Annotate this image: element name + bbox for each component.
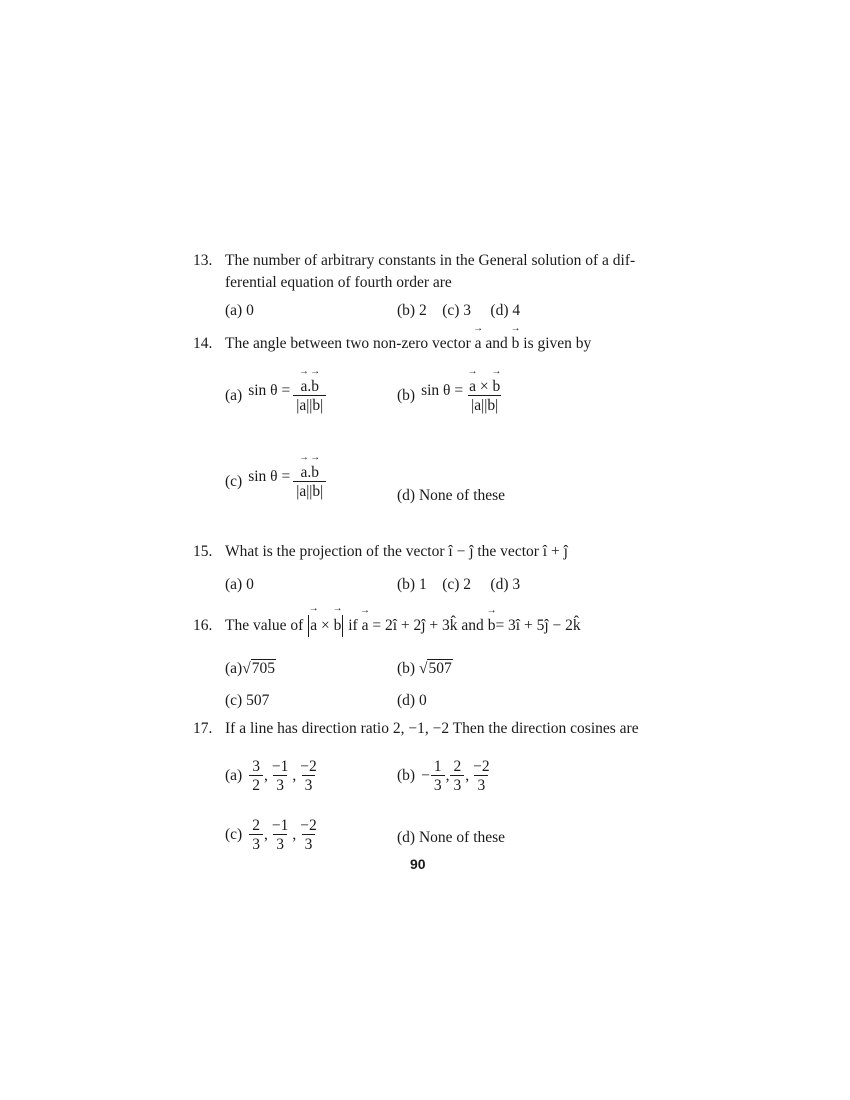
operator: . [307,464,312,481]
text: The angle between two non-zero vector [225,335,471,352]
numerator: −1 [271,758,289,775]
radicand: 705 [251,660,275,677]
option-d [397,829,505,847]
vector-a: → a [469,378,476,395]
option-label: (a) [225,660,243,677]
fraction [297,758,320,794]
option-label: (b) [397,387,416,404]
text: is given by [523,335,592,352]
question-text: The number of arbitrary constants in the General solution of a dif- [225,252,636,269]
fraction [269,817,292,853]
denominator: |a||b| [293,395,326,414]
question-number: 14. [193,335,213,352]
vector-a: → a [362,617,369,635]
numerator: −2 [300,758,317,775]
fraction [297,817,320,853]
vector-a: → a [300,464,307,481]
option-c: (c) 507 [225,692,270,709]
option-a [225,660,276,678]
fraction [293,464,326,500]
question-number: 15. [193,543,213,560]
square-root: √507 [418,660,452,677]
question-text [225,335,591,353]
option-label: (d) [397,829,416,846]
option-label: (d) [397,487,416,504]
numerator: 2 [252,817,260,834]
denominator: |a||b| [468,395,501,414]
operator: × [317,617,334,634]
question-text: ferential equation of fourth order are [225,274,452,291]
option-text: None of these [418,829,506,846]
question-text: If a line has direction ratio 2, −1, −2 Then the direction cosines are [225,720,639,737]
option-d: (d) 0 [397,692,427,709]
option-a [225,378,327,414]
option-a: (a) $\frac{3}{2}$ , $\frac{-1}{3}$ , $\frac{-2}{3}$ [225,758,321,794]
vector-b: → b [311,378,319,395]
denominator: 2 [249,775,263,794]
denominator: 3 [474,775,488,794]
option-b [397,660,453,678]
fraction [249,817,263,853]
operator: . [307,378,312,395]
text: What is the projection of the vector [225,543,445,560]
vector-b: → b [334,615,342,637]
vector-a: → a [475,335,482,353]
vector-expression: = 2î + 2ĵ + 3k̂ [372,617,458,634]
fraction [249,758,263,794]
option-label: (b) [397,660,416,677]
formula-lhs: sin θ = [248,382,291,399]
numerator: 3 [252,758,260,775]
fraction [466,378,503,414]
option-label: (a) [225,767,243,784]
options-bcd: (b) 2 (c) 3 (d) 4 [397,302,521,319]
numerator: −1 [271,817,289,834]
option-c: (c) $\frac{2}{3}$ , $\frac{-1}{3}$ , $\frac{-2}{3}$ [225,817,321,853]
text: if [348,617,358,634]
fraction [293,378,326,414]
vector-expression: = 3î + 5ĵ − 2k̂ [495,617,581,634]
option-b: (b) − $\frac{1}{3}$ , $\frac{2}{3}$ , $\frac{-2}{3}$ [397,758,494,794]
vector-b: → b [492,378,500,395]
numerator: −2 [300,817,317,834]
option-label: (c) [225,826,243,843]
option-label: (b) [397,767,416,784]
denominator: 3 [431,775,445,794]
page-number: 90 [410,856,426,872]
option-d [397,487,505,505]
vector-b: → b [311,464,319,481]
denominator: 3 [302,834,316,853]
option-label: (a) [225,387,243,404]
fraction [450,758,464,794]
question-number: 17. [193,720,213,737]
denominator: |a||b| [293,481,326,500]
text: and [461,617,484,634]
numerator: 1 [433,758,442,775]
question-number: 16. [193,617,213,634]
vector-b: → b [488,617,496,635]
option-label: (c) [225,473,243,490]
option-c [225,464,327,500]
text: and [485,335,508,352]
square-root: √705 [242,660,275,677]
numerator: −2 [473,758,490,775]
magnitude [308,615,343,637]
vector-expression: î − ĵ [448,543,474,560]
operator: × [475,378,493,395]
vector-a: → a [310,615,317,637]
formula-lhs: sin θ = [248,468,291,485]
options-bcd: (b) 1 (c) 2 (d) 3 [397,576,521,593]
denominator: 3 [450,775,464,794]
denominator: 3 [273,834,287,853]
option-b [397,378,504,414]
question-text [225,615,581,637]
fraction [269,758,292,794]
formula-lhs: sin θ = [421,382,464,399]
fraction [431,758,445,794]
option-a: (a) 0 [225,302,254,319]
question-text [225,543,568,561]
option-a: (a) 0 [225,576,254,593]
option-text: None of these [418,487,506,504]
vector-b: → b [512,335,520,353]
denominator: 3 [273,775,287,794]
fraction [470,758,493,794]
radicand: 507 [428,660,452,677]
text: The value of [225,617,304,634]
minus-sign: − [421,767,430,784]
question-number: 13. [193,252,213,269]
numerator: 2 [453,758,462,775]
text: the vector [477,543,539,560]
vector-a: → a [300,378,307,395]
denominator: 3 [302,775,316,794]
denominator: 3 [249,834,263,853]
vector-expression: î + ĵ [542,543,568,560]
